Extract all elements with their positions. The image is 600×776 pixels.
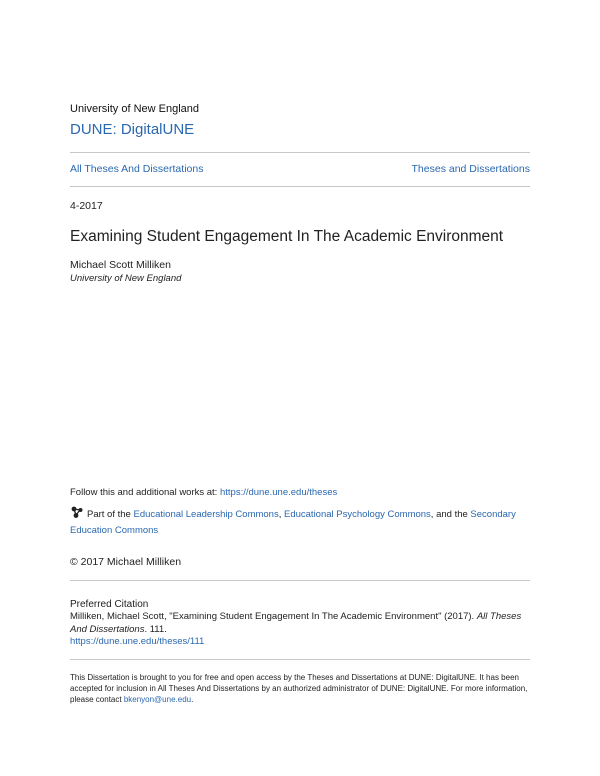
repository-link[interactable]: DUNE: DigitalUNE <box>70 121 195 138</box>
author-affiliation: University of New England <box>70 273 182 284</box>
divider-footer <box>70 659 530 660</box>
secondary-education-commons-link[interactable]: Secondary Education Commons <box>70 509 516 536</box>
document-title: Examining Student Engagement In The Academic Environment <box>70 228 504 245</box>
divider-top <box>70 152 530 153</box>
part-of-prefix: Part of the <box>87 509 134 520</box>
footer-notice <box>70 672 540 705</box>
footer-text: This Dissertation is brought to you for free and open access by the Theses and Dissertations at DUNE: DigitalUNE. It has been accepted for inclusion in All Theses And Dissertations by an authorized administrator of DUNE: DigitalUNE. For more information, please contact <box>70 673 528 704</box>
educational-psychology-commons-link[interactable]: Educational Psychology Commons <box>284 509 431 520</box>
citation-heading: Preferred Citation <box>70 599 149 610</box>
copyright-notice: © 2017 Michael Milliken <box>70 556 182 568</box>
author-name: Michael Scott Milliken <box>70 259 171 271</box>
divider-citation <box>70 580 530 581</box>
theses-dissertations-link[interactable]: Theses and Dissertations <box>411 163 530 175</box>
citation-main: Milliken, Michael Scott, "Examining Student Engagement In The Academic Environment" (2017). <box>70 611 477 622</box>
part-of-separator-and: , and the <box>430 509 471 520</box>
publication-date: 4-2017 <box>70 200 103 212</box>
citation-text <box>70 610 535 636</box>
citation-end: . 111. <box>144 624 167 635</box>
educational-leadership-commons-link[interactable]: Educational Leadership Commons <box>133 509 279 520</box>
divider-nav <box>70 186 530 187</box>
footer-end: . <box>191 695 194 704</box>
part-of-separator: , <box>278 509 284 520</box>
all-theses-link[interactable]: All Theses And Dissertations <box>70 163 204 175</box>
network-icon <box>70 505 84 519</box>
contact-email-link[interactable]: bkenyon@une.edu <box>123 695 192 704</box>
follow-line <box>70 487 337 498</box>
citation-series: All Theses And Dissertations <box>70 611 522 635</box>
follow-url-link[interactable]: https://dune.une.edu/theses <box>219 487 338 498</box>
citation-url-link[interactable]: https://dune.une.edu/theses/111 <box>70 636 205 647</box>
institution-name: University of New England <box>70 103 200 115</box>
part-of-line <box>70 505 535 539</box>
follow-label: Follow this and additional works at: <box>70 487 220 498</box>
